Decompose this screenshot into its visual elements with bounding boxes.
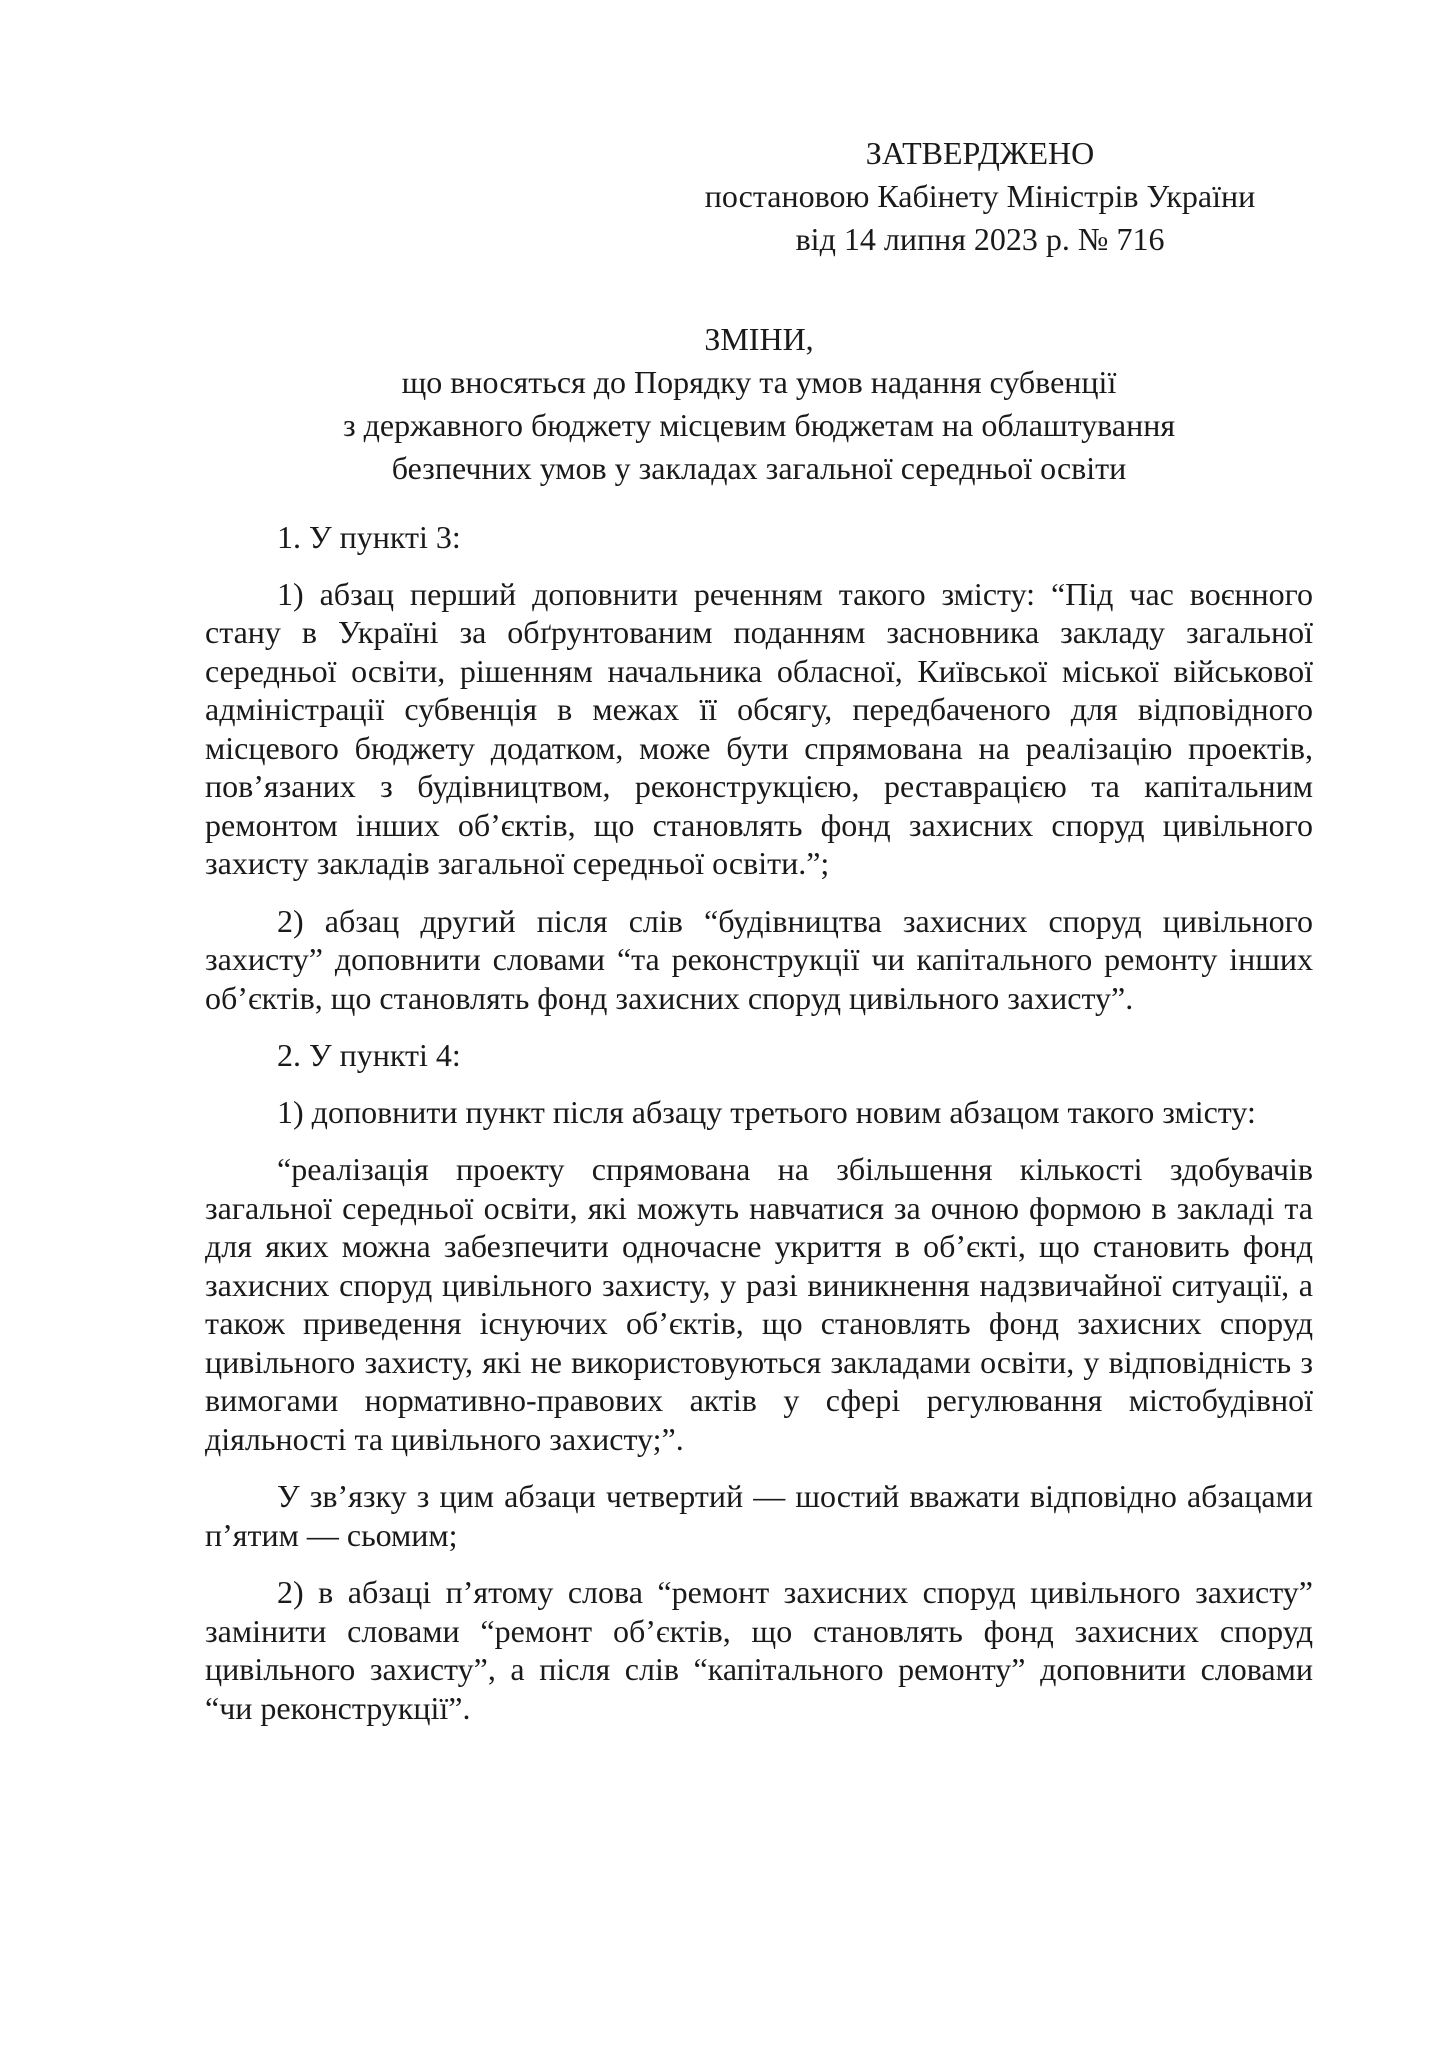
title-line-1: що вносяться до Порядку та умов надання субвенції <box>401 364 1117 400</box>
paragraph-item-2-1: 1) доповнити пункт після абзацу третього новим абзацом такого змісту: <box>277 1093 1256 1130</box>
paragraph-item-1-2: 2) абзац другий після слів “будівництва захисних споруд цивільного захисту” доповнити словами “та реконструкції чи капітального ремонту інших об’єктів, що становлять фонд захисних споруд цивільного захисту”. <box>205 902 1313 1016</box>
approval-authority: постановою Кабінету Міністрів України <box>704 178 1256 214</box>
paragraph-item-1: 1. У пункті 3: <box>277 519 461 555</box>
paragraph-item-1-1: 1) абзац перший доповнити реченням такого змісту: “Під час воєнного стану в Україні за обґрунтованим поданням засновника закладу загальної середньої освіти, рішенням начальника обласної, Київської міської військової адміністрації субвенція в межах її обсягу, передбаченого для відповідного місцевого бюджету додатком, може бути спрямована на реалізацію проектів, пов’язаних з будівництвом, реконструкцією, реставрацією та капітальним ремонтом інших об’єктів, що становлять фонд захисних споруд цивільного захисту закладів загальної середньої освіти.”; <box>205 575 1313 881</box>
approval-heading: ЗАТВЕРДЖЕНО <box>865 135 1095 171</box>
document-title <box>205 318 1313 490</box>
approval-date: від 14 липня 2023 р. № 716 <box>795 221 1165 257</box>
paragraph-quoted-text: “реалізація проекту спрямована на збільшення кількості здобувачів загальної середньої освіти, які можуть навчатися за очною формою в закладі та для яких можна забезпечити одночасне укриття в об’єкті, що становить фонд захисних споруд цивільного захисту, у разі виникнення надзвичайної ситуації, а також приведення існуючих об’єктів, що становлять фонд захисних споруд цивільного захисту, які не використовуються закладами освіти, у відповідність з вимогами нормативно-правових актів у сфері регулювання містобудівної діяльності та цивільного захисту;”. <box>205 1151 1313 1457</box>
title-line-3: безпечних умов у закладах загальної середньої освіти <box>391 450 1127 486</box>
approval-stamp <box>660 132 1300 261</box>
paragraph-renumbering: У зв’язку з цим абзаци четвертий — шостий вважати відповідно абзацами п’ятим — сьомим; <box>205 1478 1313 1553</box>
title-heading: ЗМІНИ, <box>704 321 814 357</box>
document-body <box>205 518 1313 1746</box>
title-line-2: з державного бюджету місцевим бюджетам на облаштування <box>342 407 1176 443</box>
paragraph-item-2-2: 2) в абзаці п’ятому слова “ремонт захисних споруд цивільного захисту” замінити словами “ремонт об’єктів, що становлять фонд захисних споруд цивільного захисту”, а після слів “капітального ремонту” доповнити словами “чи реконструкції”. <box>205 1574 1313 1726</box>
paragraph-item-2: 2. У пункті 4: <box>277 1037 461 1073</box>
